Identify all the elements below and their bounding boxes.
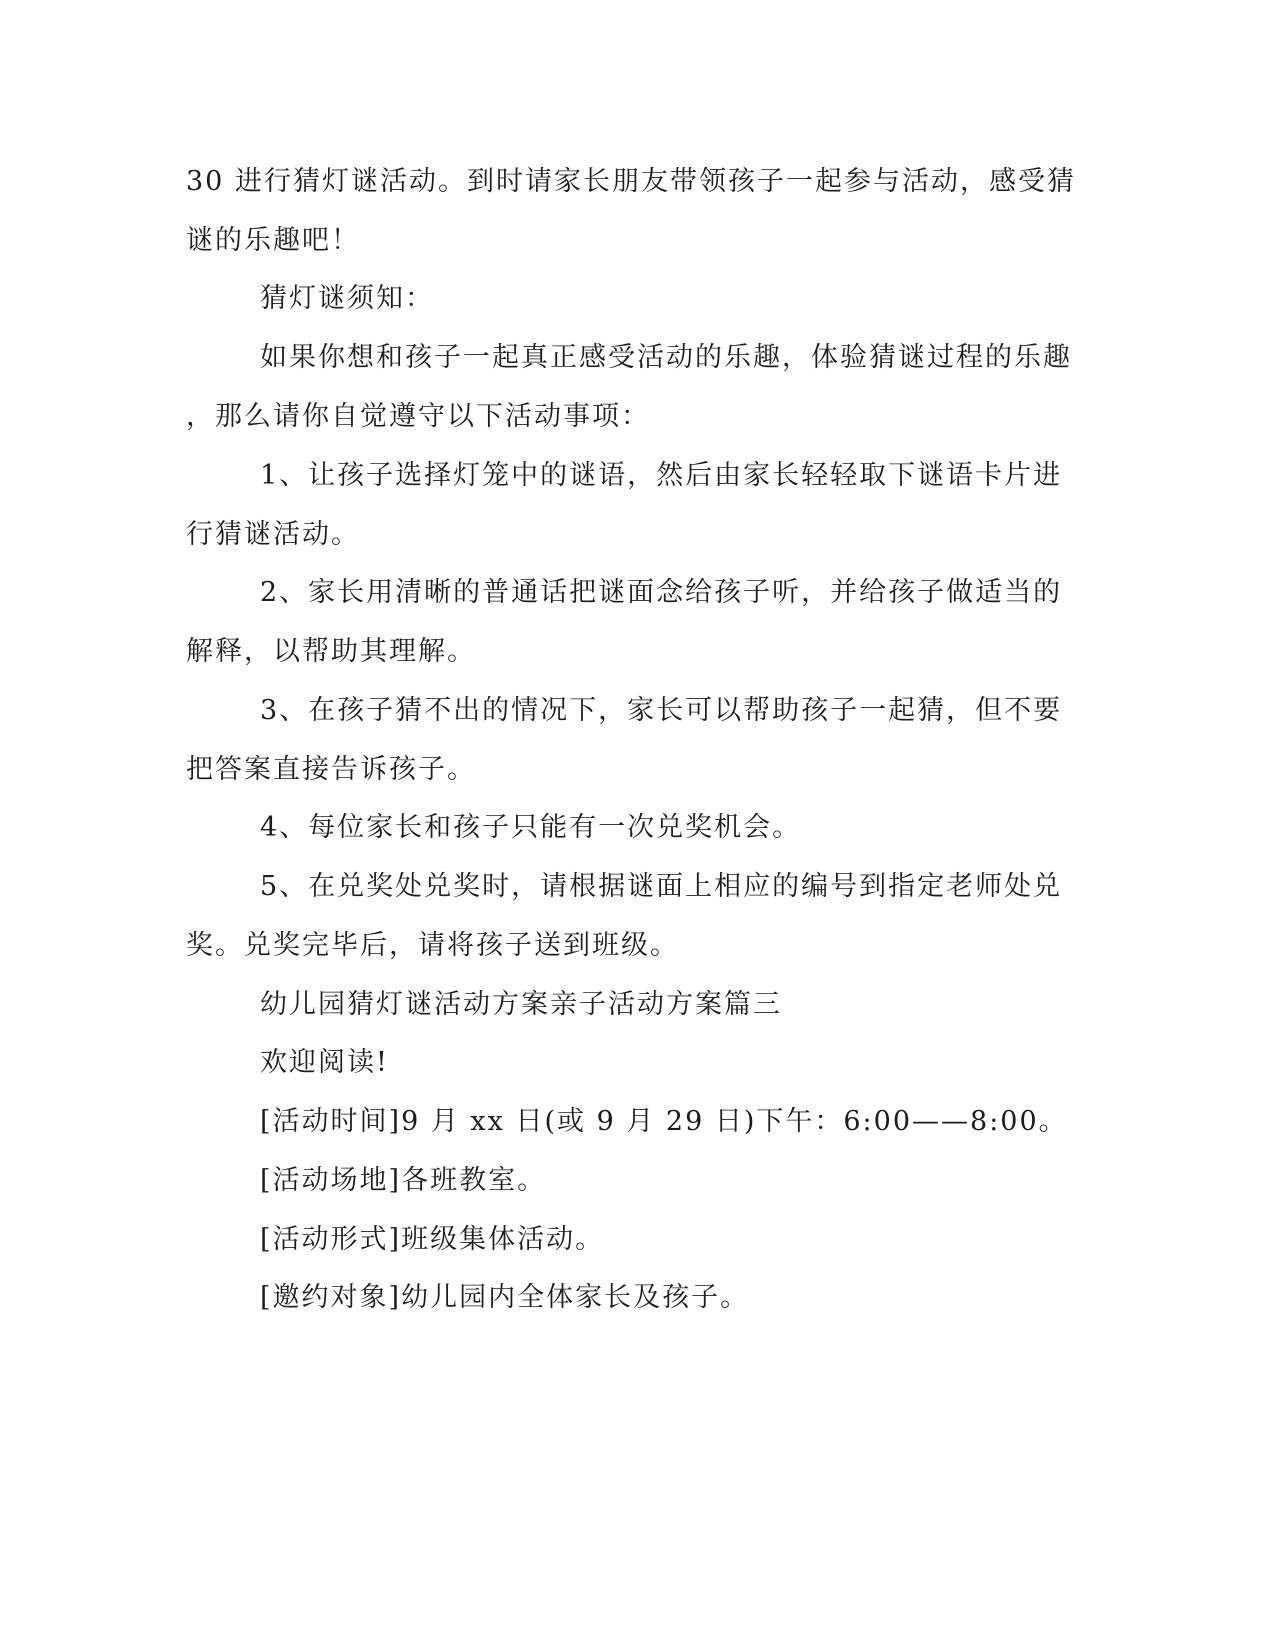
paragraph-line: 谜的乐趣吧！ bbox=[186, 225, 360, 256]
paragraph-line: 如果你想和孩子一起真正感受活动的乐趣，体验猜谜过程的乐趣 bbox=[260, 342, 1072, 373]
section-heading: 猜灯谜须知： bbox=[260, 283, 434, 314]
list-item-continuation: 行猜谜活动。 bbox=[186, 519, 360, 550]
list-item: 4、每位家长和孩子只能有一次兑奖机会。 bbox=[260, 812, 802, 843]
invitees: [邀约对象]幼儿园内全体家长及孩子。 bbox=[260, 1282, 750, 1313]
list-item: 5、在兑奖处兑奖时，请根据谜面上相应的编号到指定老师处兑 bbox=[260, 871, 1063, 902]
list-item-continuation: 奖。兑奖完毕后，请将孩子送到班级。 bbox=[186, 930, 679, 961]
list-item-continuation: 把答案直接告诉孩子。 bbox=[186, 754, 476, 785]
paragraph-line: 欢迎阅读! bbox=[260, 1047, 389, 1078]
list-item-continuation: 解释，以帮助其理解。 bbox=[186, 636, 476, 667]
paragraph-line: ，那么请你自觉遵守以下活动事项： bbox=[186, 401, 650, 432]
activity-venue: [活动场地]各班教室。 bbox=[260, 1165, 547, 1196]
list-item: 3、在孩子猜不出的情况下，家长可以帮助孩子一起猜，但不要 bbox=[260, 695, 1063, 726]
list-item: 2、家长用清晰的普通话把谜面念给孩子听，并给孩子做适当的 bbox=[260, 577, 1063, 608]
activity-format: [活动形式]班级集体活动。 bbox=[260, 1224, 605, 1255]
activity-time: [活动时间]9 月 xx 日(或 9 月 29 日)下午：6:00——8:00。 bbox=[260, 1106, 1068, 1137]
section-title: 幼儿园猜灯谜活动方案亲子活动方案篇三 bbox=[260, 989, 782, 1020]
paragraph-line: 30 进行猜灯谜活动。到时请家长朋友带领孩子一起参与活动，感受猜 bbox=[186, 166, 1076, 197]
list-item: 1、让孩子选择灯笼中的谜语，然后由家长轻轻取下谜语卡片进 bbox=[260, 460, 1063, 491]
